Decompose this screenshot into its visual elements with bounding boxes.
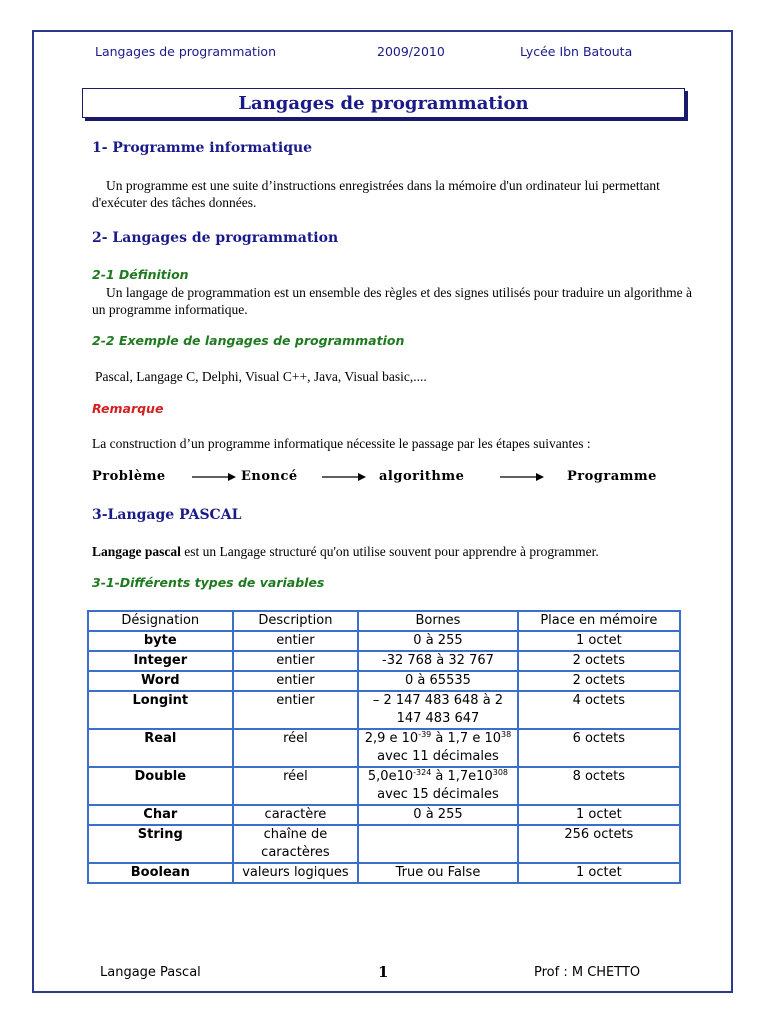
- table-row: [88, 651, 680, 671]
- section-3-heading: 3-Langage PASCAL: [92, 507, 242, 523]
- type-name: Real: [88, 729, 233, 767]
- type-description: réel: [233, 767, 359, 805]
- arrow-right-icon: [500, 471, 544, 483]
- type-size: 6 octets: [518, 729, 680, 767]
- range-exponent: 308: [492, 768, 509, 777]
- column-header: Place en mémoire: [518, 611, 680, 631]
- flow-step-enonce: Enoncé: [241, 469, 298, 484]
- subsection-2-1-paragraph: Un langage de programmation est un ensemble des règles et des signes utilisés pour traduire un algorithme à un programme informatique.: [92, 285, 692, 317]
- table-row: [88, 691, 680, 729]
- type-range: -32 768 à 32 767: [358, 651, 517, 671]
- section-2-heading: 2- Langages de programmation: [92, 230, 339, 246]
- range-text: à 1,7 e 10: [431, 731, 501, 746]
- pascal-intro: [92, 543, 692, 560]
- page-number: 1: [378, 963, 389, 981]
- header-year: 2009/2010: [377, 44, 445, 59]
- type-name: Word: [88, 671, 233, 691]
- range-text: à 1,7e10: [431, 769, 493, 784]
- range-exponent: 38: [501, 730, 512, 739]
- type-range: [358, 729, 517, 767]
- type-range: [358, 825, 517, 863]
- table-row: [88, 631, 680, 651]
- range-text: avec 15 décimales: [377, 787, 499, 802]
- type-size: 1 octet: [518, 631, 680, 651]
- type-name: Longint: [88, 691, 233, 729]
- type-name: Double: [88, 767, 233, 805]
- remark-paragraph: La construction d’un programme informatique nécessite le passage par les étapes suivantes :: [92, 436, 591, 451]
- type-description: réel: [233, 729, 359, 767]
- column-header: Désignation: [88, 611, 233, 631]
- type-name: Integer: [88, 651, 233, 671]
- table-row: [88, 805, 680, 825]
- type-size: 8 octets: [518, 767, 680, 805]
- type-name: byte: [88, 631, 233, 651]
- header-course: Langages de programmation: [95, 44, 276, 59]
- type-description: valeurs logiques: [233, 863, 359, 883]
- column-header: Description: [233, 611, 359, 631]
- section-1-heading: 1- Programme informatique: [92, 140, 313, 156]
- table-row: [88, 671, 680, 691]
- type-description: caractère: [233, 805, 359, 825]
- type-range: 0 à 255: [358, 805, 517, 825]
- pascal-intro-rest: est un Langage structuré qu'on utilise souvent pour apprendre à programmer.: [180, 544, 599, 559]
- type-size: 2 octets: [518, 651, 680, 671]
- type-description: entier: [233, 631, 359, 651]
- type-description: entier: [233, 651, 359, 671]
- type-range: [358, 767, 517, 805]
- subsection-2-1-heading: 2-1 Définition: [92, 267, 189, 282]
- header-school: Lycée Ibn Batouta: [520, 44, 633, 59]
- range-exponent: -324: [413, 768, 432, 777]
- type-name: Char: [88, 805, 233, 825]
- type-name: Boolean: [88, 863, 233, 883]
- type-range: – 2 147 483 648 à 2 147 483 647: [358, 691, 517, 729]
- subsection-3-1-heading: 3-1-Différents types de variables: [92, 575, 325, 590]
- range-exponent: -39: [418, 730, 432, 739]
- type-size: 2 octets: [518, 671, 680, 691]
- range-text: 2,9 e 10: [364, 731, 419, 746]
- type-description: entier: [233, 671, 359, 691]
- subsection-2-2-heading: 2-2 Exemple de langages de programmation: [92, 333, 405, 348]
- column-header: Bornes: [358, 611, 517, 631]
- type-size: 256 octets: [518, 825, 680, 863]
- type-range: 0 à 255: [358, 631, 517, 651]
- section-1-paragraph: Un programme est une suite d’instructions enregistrées dans la mémoire d'un ordinateur lui permettant d'exécuter des tâches données.: [92, 178, 660, 210]
- table-row: [88, 767, 680, 805]
- variable-types-table: [87, 610, 681, 884]
- flow-step-probleme: Problème: [92, 469, 166, 484]
- table-row: [88, 863, 680, 883]
- table-row: [88, 729, 680, 767]
- range-text: avec 11 décimales: [377, 749, 499, 764]
- table-row: [88, 825, 680, 863]
- type-size: 1 octet: [518, 805, 680, 825]
- type-size: 1 octet: [518, 863, 680, 883]
- arrow-right-icon: [322, 471, 366, 483]
- languages-examples: Pascal, Langage C, Delphi, Visual C++, Java, Visual basic,....: [95, 369, 427, 384]
- type-description: chaîne de caractères: [233, 825, 359, 863]
- page-title: Langages de programmation: [238, 92, 529, 114]
- range-text: 5,0e10: [367, 769, 414, 784]
- type-name: String: [88, 825, 233, 863]
- flow-step-algorithme: algorithme: [379, 469, 465, 484]
- type-description: entier: [233, 691, 359, 729]
- footer-teacher: Prof : M CHETTO: [534, 965, 641, 980]
- type-range: True ou False: [358, 863, 517, 883]
- title-box: [82, 88, 685, 118]
- remark-heading: Remarque: [92, 401, 164, 416]
- type-range: 0 à 65535: [358, 671, 517, 691]
- flow-step-programme: Programme: [567, 469, 657, 484]
- table-header-row: [88, 611, 680, 631]
- arrow-right-icon: [192, 471, 236, 483]
- footer-subject: Langage Pascal: [100, 965, 201, 980]
- pascal-intro-bold: Langage pascal: [92, 544, 181, 559]
- type-size: 4 octets: [518, 691, 680, 729]
